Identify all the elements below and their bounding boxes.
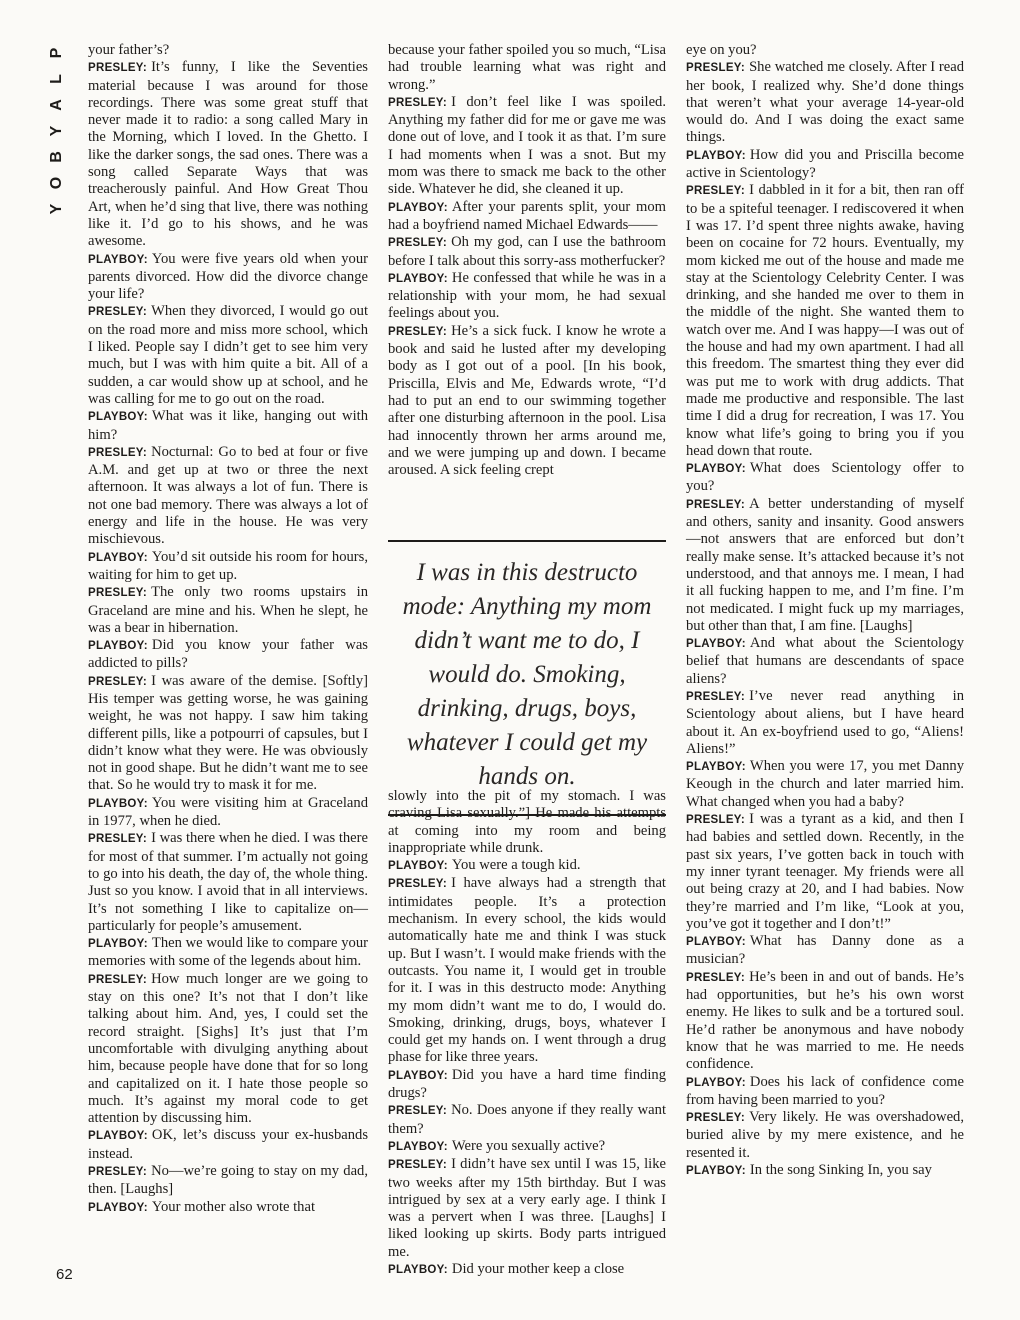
right-paragraph bbox=[686, 688, 964, 758]
paragraph-text: No—we’re going to stay on my dad, then. [Laughs] bbox=[88, 1163, 368, 1198]
right-paragraph bbox=[686, 147, 964, 183]
speaker-label: PRESLEY: bbox=[88, 833, 148, 846]
paragraph-text: I didn’t have sex until I was 15, like two weeks after my 15th birthday. But I was intrigued by sex at a very early age. I think I was a pervert when I was three. [Laughs] I liked looking up skirts. Body parts intrigued me. bbox=[388, 1156, 666, 1260]
left-paragraph bbox=[88, 549, 368, 585]
magazine-spine-label bbox=[50, 40, 72, 222]
speaker-label: PRESLEY: bbox=[686, 498, 746, 511]
left-paragraph bbox=[88, 303, 368, 408]
left-paragraph bbox=[88, 59, 368, 250]
left-paragraph bbox=[88, 795, 368, 831]
middle-lower-paragraph bbox=[388, 1261, 666, 1279]
paragraph-text: What was it like, hanging out with him? bbox=[88, 408, 368, 443]
speaker-label: PLAYBOY: bbox=[388, 1140, 448, 1153]
speaker-label: PLAYBOY: bbox=[686, 149, 746, 162]
column-left bbox=[88, 42, 368, 1217]
left-paragraph bbox=[88, 444, 368, 549]
paragraph-text: eye on you? bbox=[686, 42, 757, 58]
left-paragraph bbox=[88, 408, 368, 444]
speaker-label: PRESLEY: bbox=[88, 1166, 148, 1178]
left-paragraph bbox=[88, 971, 368, 1128]
paragraph-text: When you were 17, you met Danny Keough in the church and later married him. What changed when you had a baby? bbox=[686, 758, 964, 810]
paragraph-text: Did you know your father was addicted to pills? bbox=[88, 637, 368, 672]
paragraph-text: your father’s? bbox=[88, 42, 170, 58]
speaker-label: PRESLEY: bbox=[88, 62, 148, 75]
left-paragraph bbox=[88, 1127, 368, 1163]
paragraph-text: I was aware of the demise. [Softly] His temper was getting worse, he was gaining weight, he was not happy. I saw him taking different pills, like a potpourri of capsules, but I didn’t know what they were. He was obviously not in good shape. But he didn’t want me to see that. So he would try to mask it for me. bbox=[88, 672, 368, 794]
speaker-label: PLAYBOY: bbox=[388, 1069, 448, 1082]
paragraph-text: How much longer are we going to stay on this one? It’s not that I don’t like talking about him. And, yes, I could set the record straight. [Sighs] It’s just that I’m uncomfortable with divulging anything about him, because people have done that for so long and capitalized on it. I hate those people so much. It’s against my moral code to get attention by discussing him. bbox=[88, 970, 368, 1127]
paragraph-text: I don’t feel like I was spoiled. Anything my father did for me or gave me was done out of love, and I took it as that. I’m sure I had moments when I was a snot. But my mom was there to smack me back to the other side. Whatever he did, she cleaned it up. bbox=[388, 93, 666, 198]
paragraph-text: Were you sexually active? bbox=[451, 1137, 606, 1154]
paragraph-text: The only two rooms upstairs in Graceland are mine and his. When he slept, he was a bear in hibernation. bbox=[88, 584, 368, 636]
middle-lower-paragraph bbox=[388, 788, 666, 857]
speaker-label: PRESLEY: bbox=[388, 878, 448, 891]
speaker-label: PLAYBOY: bbox=[388, 201, 448, 214]
paragraph-text: You were a tough kid. bbox=[451, 857, 581, 874]
spine-letter: L bbox=[48, 74, 65, 84]
speaker-label: PLAYBOY: bbox=[88, 1130, 148, 1143]
speaker-label: PRESLEY: bbox=[88, 587, 148, 600]
speaker-label: PLAYBOY: bbox=[388, 1264, 448, 1277]
right-paragraph bbox=[686, 59, 964, 146]
speaker-label: PRESLEY: bbox=[388, 1159, 448, 1172]
right-paragraph bbox=[686, 460, 964, 496]
left-paragraph bbox=[88, 1199, 368, 1217]
right-paragraph bbox=[686, 1074, 964, 1110]
speaker-label: PLAYBOY: bbox=[388, 860, 448, 873]
middle-lower-paragraph bbox=[388, 1138, 666, 1156]
paragraph-text: He’s a sick fuck. I know he wrote a book and said he lusted after my developing body as I got out of a pool. [In his book, Priscilla, Elvis and Me, Edwards wrote, “I’d had to put an end to our swimming together after one disturbing afternoon in the pool. Lisa had innocently thrown her arms around me, and we were jumping up and down. I became aroused. A sick feeling crept bbox=[388, 322, 666, 479]
middle-paragraph bbox=[388, 42, 666, 94]
left-paragraph bbox=[88, 251, 368, 304]
right-paragraph bbox=[686, 496, 964, 635]
paragraph-text: I’ve never read anything in Scientology about aliens, but I have heard about it. An ex-boyfriend used to go, “Aliens! Aliens!” bbox=[686, 687, 964, 757]
paragraph-text: Your mother also wrote that bbox=[151, 1198, 316, 1215]
column-middle-top bbox=[388, 42, 666, 479]
spine-letter: Y bbox=[48, 125, 65, 137]
right-paragraph bbox=[686, 811, 964, 933]
paragraph-text: And what about the Scientology belief that humans are descendants of space aliens? bbox=[686, 635, 964, 687]
speaker-label: PLAYBOY: bbox=[686, 761, 746, 774]
paragraph-text: Oh my god, can I use the bathroom before I talk about this sorry-ass motherfucker? bbox=[388, 234, 666, 269]
speaker-label: PRESLEY: bbox=[686, 185, 746, 198]
speaker-label: PRESLEY: bbox=[388, 1105, 448, 1118]
speaker-label: PRESLEY: bbox=[388, 96, 448, 109]
speaker-label: PLAYBOY: bbox=[686, 936, 746, 949]
left-paragraph bbox=[88, 830, 368, 935]
speaker-label: PRESLEY: bbox=[88, 675, 148, 688]
speaker-label: PRESLEY: bbox=[88, 306, 148, 319]
paragraph-text: You were visiting him at Graceland in 1977, when he died. bbox=[88, 794, 368, 830]
middle-paragraph bbox=[388, 94, 666, 199]
speaker-label: PRESLEY: bbox=[686, 62, 746, 75]
middle-paragraph bbox=[388, 234, 666, 270]
spine-letter: O bbox=[48, 176, 65, 190]
paragraph-text: Very likely. He was overshadowed, buried alive by my mere existence, and he resented it. bbox=[686, 1109, 964, 1161]
paragraph-text: I have always had a strength that intimidates people. It’s a protection mechanism. In every school, the kids would automatically hate me and think I was stuck up. But I wasn’t. I would make friends with the outcasts. You name it, I would get in trouble for it. I was in this destructo mode: Anything my mom didn’t want me to do, I would do. Smoking, drinking, drugs, boys, whatever I could get my hands on. I went through a drug phase for like three years. bbox=[388, 875, 666, 1066]
paragraph-text: You were five years old when your parents divorced. How did the divorce change your life? bbox=[88, 250, 368, 303]
paragraph-text: What has Danny done as a musician? bbox=[686, 933, 964, 968]
paragraph-text: She watched me closely. After I read her book, I realized why. She’d done things that weren’t what your average 14-year-old would do. And I was doing the exact same things. bbox=[686, 59, 964, 146]
paragraph-text: Does his lack of confidence come from having been married to you? bbox=[686, 1073, 964, 1108]
speaker-label: PLAYBOY: bbox=[88, 640, 148, 653]
speaker-label: PLAYBOY: bbox=[686, 638, 746, 651]
speaker-label: PLAYBOY: bbox=[88, 797, 148, 810]
paragraph-text: Did you have a hard time finding drugs? bbox=[388, 1066, 666, 1102]
speaker-label: PLAYBOY: bbox=[88, 938, 148, 951]
paragraph-text: because your father spoiled you so much, “Lisa had trouble learning what was right and wrong.” bbox=[388, 42, 666, 93]
spine-letter: A bbox=[48, 99, 65, 111]
middle-paragraph bbox=[388, 199, 666, 235]
paragraph-text: No. Does anyone if they really want them? bbox=[388, 1102, 666, 1137]
spine-letter: P bbox=[48, 47, 65, 59]
spine-letter: Y bbox=[48, 203, 65, 215]
paragraph-text: OK, let’s discuss your ex-husbands instead. bbox=[88, 1127, 368, 1162]
paragraph-text: slowly into the pit of my stomach. I was craving Lisa sexually.”] He made his attempts at coming into my room and being inappropriate while drunk. bbox=[388, 788, 666, 856]
speaker-label: PLAYBOY: bbox=[686, 1165, 746, 1177]
speaker-label: PRESLEY: bbox=[686, 1112, 746, 1125]
paragraph-text: When they divorced, I would go out on the road more and miss more school, which I liked. People say I didn’t get to see him very much, but I was with him quite a bit. All of a sudden, a car would show up at school, and he was calling for me to go out on the road. bbox=[88, 303, 368, 407]
page-number: 62 bbox=[56, 1266, 73, 1283]
column-right bbox=[686, 42, 964, 1180]
paragraph-text: He’s been in and out of bands. He’s had opportunities, but he’s his own worst enemy. He likes to sulk and be a tortured soul. He’d rather be anonymous and have nobody know that he was married to me. He needs confidence. bbox=[686, 968, 964, 1073]
paragraph-text: After your parents split, your mom had a boyfriend named Michael Edwards—— bbox=[388, 198, 666, 233]
paragraph-text: A better understanding of myself and others, sanity and insanity. Good answers—not answers that are enforced but don’t really make sense. It’s attacked because it’s not understood, and that annoys me. I mean, I had it all fucking happen to me, and I’m fine. I’m not medicated. I might fuck up my marriages, but other than that, I am fine. [Laughs] bbox=[686, 495, 964, 634]
paragraph-text: He confessed that while he was in a relationship with your mom, he had sexual feelings about you. bbox=[388, 269, 666, 322]
paragraph-text: You’d sit outside his room for hours, waiting for him to get up. bbox=[88, 548, 368, 583]
middle-lower-paragraph bbox=[388, 875, 666, 1066]
right-paragraph bbox=[686, 969, 964, 1074]
speaker-label: PLAYBOY: bbox=[388, 272, 448, 285]
middle-lower-paragraph bbox=[388, 1067, 666, 1103]
middle-lower-paragraph bbox=[388, 1102, 666, 1138]
paragraph-text: Then we would like to compare your memories with some of the legends about him. bbox=[88, 935, 368, 970]
right-paragraph bbox=[686, 1162, 964, 1180]
speaker-label: PRESLEY: bbox=[88, 973, 148, 986]
right-paragraph bbox=[686, 758, 964, 811]
paragraph-text: I was there when he died. I was there for most of that summer. I’m actually not going to go into his death, the day of, the whole thing. Just so you know. I avoid that in all interviews. It’s not something I like to capitalize on—particularly for people’s amusement. bbox=[88, 830, 368, 934]
pull-quote-box bbox=[388, 540, 666, 816]
left-paragraph bbox=[88, 584, 368, 637]
column-middle-bottom bbox=[388, 788, 666, 1279]
speaker-label: PLAYBOY: bbox=[686, 463, 746, 476]
speaker-label: PLAYBOY: bbox=[88, 551, 148, 564]
speaker-label: PRESLEY: bbox=[88, 446, 148, 459]
paragraph-text: I dabbled in it for a bit, then ran off to be a spiteful teenager. I rediscovered it when I was 17. I’d spent three nights awake, having been on cocaine for 72 hours. Eventually, my mom kicked me out of the house and made me stay at the Scientology Celebrity Center. I was drinking, and she handed me over to them in the middle of the night. She wanted them to watch over me. And I was happy—I was out of the house and had my own apartment. I had all this freedom. The smartest thing they ever did was put me to work with drug addicts. That made me productive and responsible. The last time I did a drug for recreation, I was 17. You know what life’s going to bring you if you head down that route. bbox=[686, 182, 964, 459]
right-paragraph bbox=[686, 182, 964, 460]
right-paragraph bbox=[686, 1109, 964, 1162]
speaker-label: PRESLEY: bbox=[388, 325, 448, 338]
paragraph-text: How did you and Priscilla become active in Scientology? bbox=[686, 146, 964, 182]
speaker-label: PRESLEY: bbox=[686, 690, 746, 703]
middle-paragraph bbox=[388, 323, 666, 480]
paragraph-text: In the song Sinking In, you say bbox=[749, 1162, 932, 1178]
paragraph-text: It’s funny, I like the Seventies material because I was around for those recordings. There was some great stuff that never made it to radio: a song called Mary in the Morning, which I loved. In the Ghetto. I like the darker songs, the sad ones. There was a song called Separate Ways that was treacherously painful. And How Great Thou Art, when he’d sing that live, there was nothing like it. I’d go to his shows, and he was awesome. bbox=[88, 59, 368, 250]
right-paragraph bbox=[686, 635, 964, 688]
spine-letter: B bbox=[48, 151, 65, 163]
left-paragraph bbox=[88, 935, 368, 971]
speaker-label: PLAYBOY: bbox=[88, 1201, 148, 1214]
speaker-label: PRESLEY: bbox=[686, 971, 746, 984]
middle-lower-paragraph bbox=[388, 1156, 666, 1261]
left-paragraph bbox=[88, 637, 368, 673]
left-paragraph bbox=[88, 673, 368, 795]
speaker-label: PRESLEY: bbox=[388, 237, 448, 250]
speaker-label: PLAYBOY: bbox=[88, 253, 148, 266]
middle-lower-paragraph bbox=[388, 857, 666, 875]
speaker-label: PLAYBOY: bbox=[686, 1076, 746, 1089]
pull-quote: I was in this destructo mode: Anything my mom didn’t want me to do, I would do. Smoking, drinking, drugs, boys, whatever I could get my hands on. bbox=[402, 559, 652, 790]
right-paragraph bbox=[686, 933, 964, 969]
middle-paragraph bbox=[388, 270, 666, 323]
right-paragraph bbox=[686, 42, 964, 59]
speaker-label: PRESLEY: bbox=[686, 814, 746, 827]
left-paragraph bbox=[88, 42, 368, 59]
paragraph-text: Did your mother keep a close bbox=[451, 1261, 625, 1278]
paragraph-text: I was a tyrant as a kid, and then I had babies and settled down. Recently, in the past six years, I’ve gotten back in touch with my inner tyrant teenager. My friends were all out being crazy at 20, and I had babies. Now they’re married and I’m like, “Look at you, you’ve got it together and I don’t!” bbox=[686, 811, 964, 932]
paragraph-text: Nocturnal: Go to bed at four or five A.M. and get up at two or three the next afternoon. It was always a lot of fun. There is not one bad memory. There was always a lot of energy and life in the house. He was very mischievous. bbox=[88, 443, 368, 548]
speaker-label: PLAYBOY: bbox=[88, 411, 148, 424]
left-paragraph bbox=[88, 1163, 368, 1199]
paragraph-text: What does Scientology offer to you? bbox=[686, 460, 964, 495]
